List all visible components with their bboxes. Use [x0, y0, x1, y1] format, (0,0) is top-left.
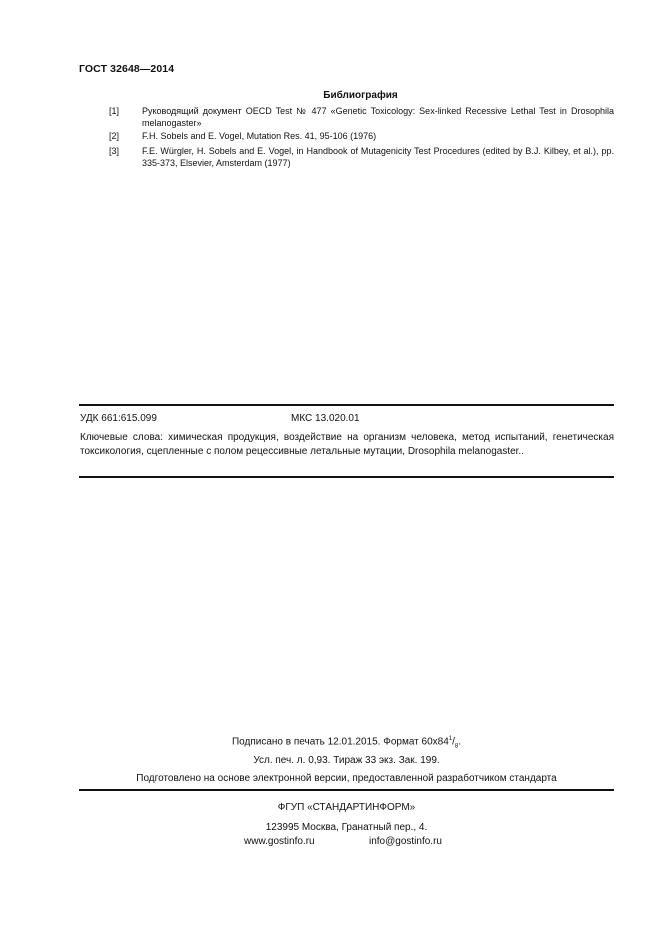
section-divider: [79, 476, 614, 478]
reference-number: [3]: [109, 146, 120, 156]
format-superscript: 1: [448, 736, 453, 742]
signed-suffix: .: [458, 736, 462, 748]
format-subscript: 8: [454, 743, 459, 750]
prepared-note: Подготовлено на основе электронной версии, предоставленной разработчиком стандарта: [136, 773, 557, 784]
reference-item: [109, 131, 614, 143]
reference-text: F.E. Würgler, H. Sobels and E. Vogel, in Handbook of Mutagenicity Test Procedures (edited by B.J. Kilbey, et al.), pp. 335-373, Elsevier, Amsterdam (1977): [142, 146, 614, 168]
bibliography-title: Библиография: [323, 90, 398, 101]
signed-text: Подписано в печать 12.01.2015. Формат 60x84: [231, 736, 449, 748]
section-divider: [79, 404, 614, 406]
section-divider: [79, 789, 614, 791]
mks-code: МКС 13.020.01: [291, 413, 360, 424]
reference-text: F.H. Sobels and E. Vogel, Mutation Res. 41, 95-106 (1976): [142, 131, 377, 141]
reference-number: [1]: [109, 106, 120, 116]
publisher-email[interactable]: info@gostinfo.ru: [369, 836, 442, 847]
reference-item: [109, 146, 614, 169]
reference-number: [2]: [109, 131, 120, 141]
standard-header: ГОСТ 32648—2014: [79, 63, 175, 75]
signed-for-print: Подписано в печать 12.01.2015. Формат $60x84^1/_8$.: [231, 736, 462, 750]
udk-code: УДК 661:615.099: [80, 413, 157, 424]
reference-item: [109, 106, 614, 129]
keywords: Ключевые слова: химическая продукция, воздействие на организм человека, метод испытаний, генетическая токсикология, сцепленные с полом рецессивные летальные мутации, Drosophila melanogaster..: [80, 432, 614, 457]
reference-text: Руководящий документ OECD Test № 477 «Genetic Toxicology: Sex-linked Recessive Lethal Test in Drosophila melanogaster»: [142, 106, 614, 128]
print-info: Усл. печ. л. 0,93. Тираж 33 экз. Зак. 199.: [253, 755, 440, 766]
publisher-website[interactable]: www.gostinfo.ru: [244, 836, 315, 847]
publisher-name: ФГУП «СТАНДАРТИНФОРМ»: [277, 802, 416, 813]
publisher-address: 123995 Москва, Гранатный пер., 4.: [265, 822, 428, 833]
